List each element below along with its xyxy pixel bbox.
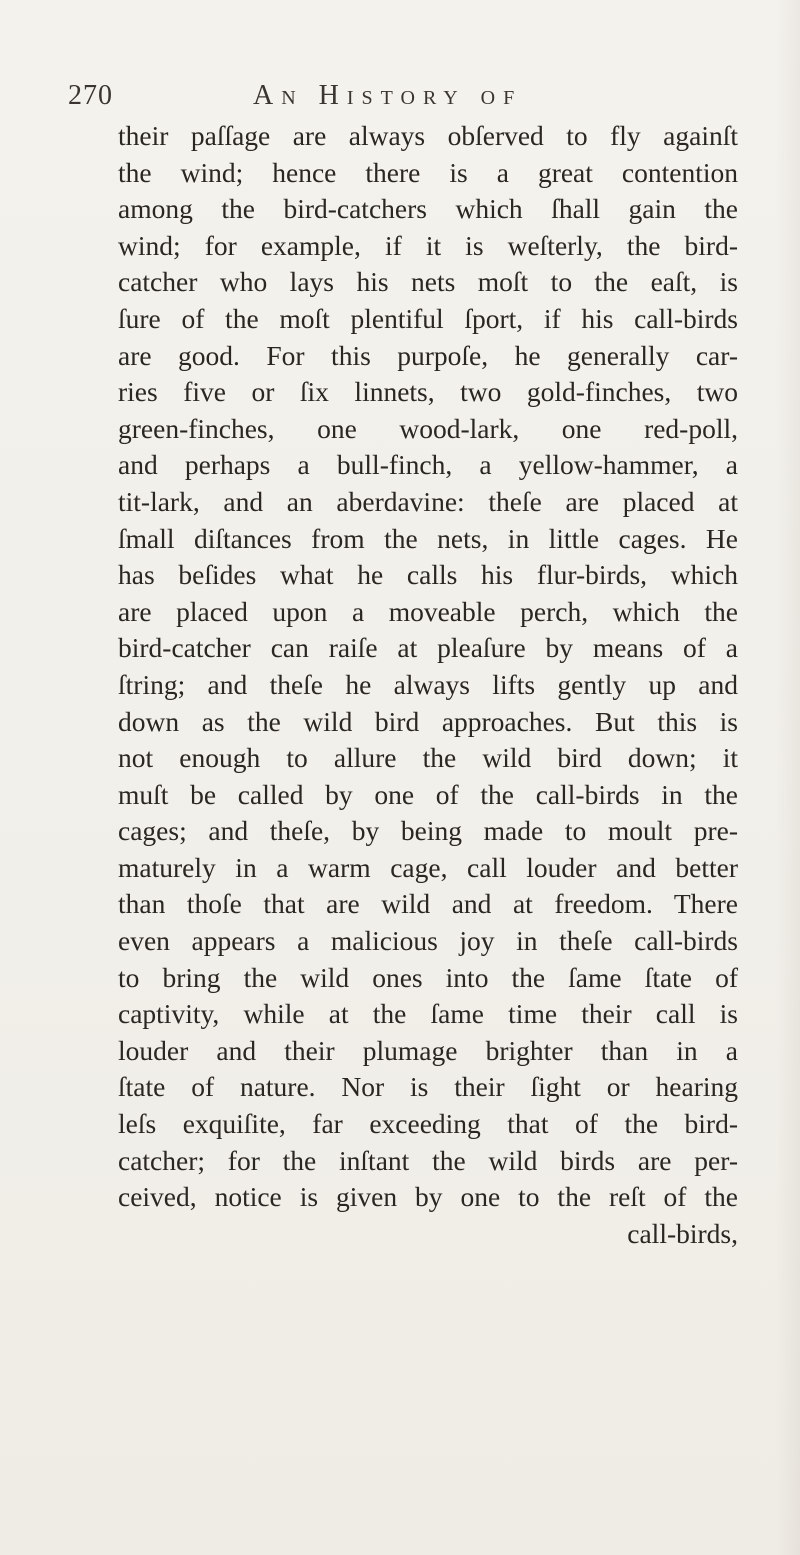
text-line: has beſides what he calls his flur-birds, which xyxy=(118,559,738,591)
text-line: the wind; hence there is a great contention xyxy=(118,156,738,188)
body-text xyxy=(118,118,738,1252)
page-number: 270 xyxy=(68,80,113,111)
text-line: even appears a malicious joy in theſe call-birds xyxy=(118,925,738,957)
text-line: down as the wild bird approaches. But this is xyxy=(118,705,738,737)
text-line: not enough to allure the wild bird down; it xyxy=(118,742,738,774)
text-line: catcher; for the inſtant the wild birds are per- xyxy=(118,1144,738,1176)
text-line: catcher who lays his nets moſt to the eaſt, is xyxy=(118,266,738,298)
text-line: maturely in a warm cage, call louder and better xyxy=(118,851,738,883)
catchword-line: call-birds, xyxy=(627,1217,738,1249)
text-line: captivity, while at the ſame time their call is xyxy=(118,998,738,1030)
text-line: louder and their plumage brighter than in a xyxy=(118,1034,738,1066)
text-line: among the bird-catchers which ſhall gain the xyxy=(118,193,738,225)
text-line: cages; and theſe, by being made to moult pre- xyxy=(118,815,738,847)
text-line: wind; for example, if it is weſterly, the bird- xyxy=(118,229,738,261)
text-line: ſmall diſtances from the nets, in little cages. He xyxy=(118,522,738,554)
text-line: are good. For this purpoſe, he generally car- xyxy=(118,339,738,371)
text-line: to bring the wild ones into the ſame ſtate of xyxy=(118,961,738,993)
running-head xyxy=(68,80,668,120)
text-line: ries five or ſix linnets, two gold-finches, two xyxy=(118,376,738,408)
text-line: ſure of the moſt plentiful ſport, if his call-birds xyxy=(118,302,738,334)
text-line: and perhaps a bull-finch, a yellow-hammer, a xyxy=(118,449,738,481)
text-line: their paſſage are always obſerved to fly againſt xyxy=(118,120,738,151)
text-line: bird-catcher can raiſe at pleaſure by means of a xyxy=(118,632,738,664)
text-line: ſtate of nature. Nor is their ſight or hearing xyxy=(118,1071,738,1103)
text-line: are placed upon a moveable perch, which the xyxy=(118,595,738,627)
text-line: leſs exquiſite, far exceeding that of the bird- xyxy=(118,1108,738,1140)
text-line: ſtring; and theſe he always lifts gently up and xyxy=(118,668,738,700)
text-line: than thoſe that are wild and at freedom. There xyxy=(118,888,738,920)
text-line: muſt be called by one of the call-birds in the xyxy=(118,778,738,810)
page-edge-shadow xyxy=(776,0,800,1555)
text-line: green-finches, one wood-lark, one red-poll, xyxy=(118,412,738,444)
text-line: ceived, notice is given by one to the reſt of the xyxy=(118,1181,738,1213)
running-title: An History of xyxy=(253,80,523,111)
text-line: tit-lark, and an aberdavine: theſe are placed at xyxy=(118,485,738,517)
